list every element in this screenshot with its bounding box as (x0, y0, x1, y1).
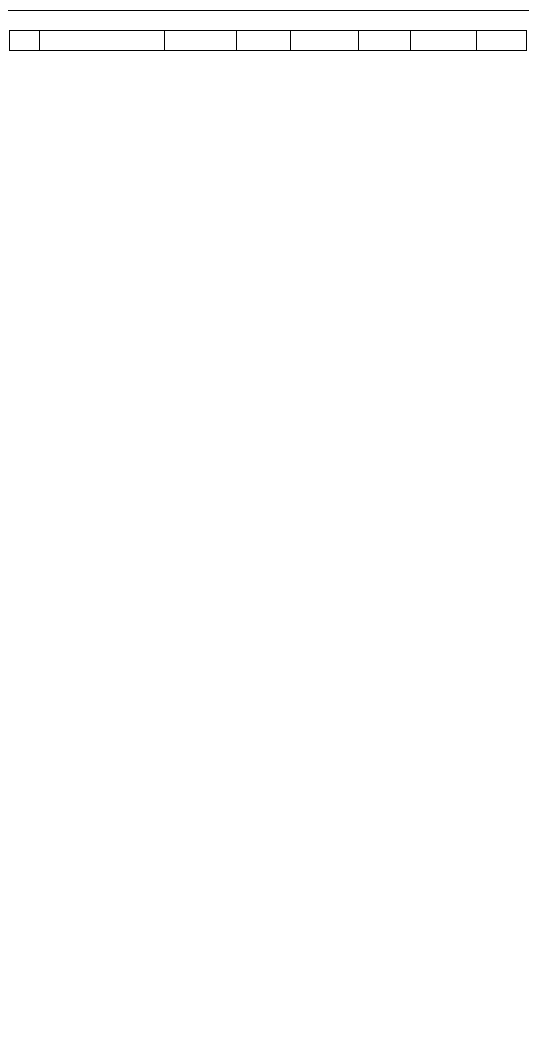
header-cell (477, 31, 527, 51)
header-cell (10, 31, 40, 51)
header-cell (237, 31, 291, 51)
header-row (10, 31, 527, 51)
header-cell (165, 31, 237, 51)
top-rule (8, 10, 529, 11)
header-cell (291, 31, 359, 51)
header-cell (411, 31, 477, 51)
trade-table-top (9, 30, 527, 51)
header-cell (40, 31, 165, 51)
header-cell (359, 31, 411, 51)
